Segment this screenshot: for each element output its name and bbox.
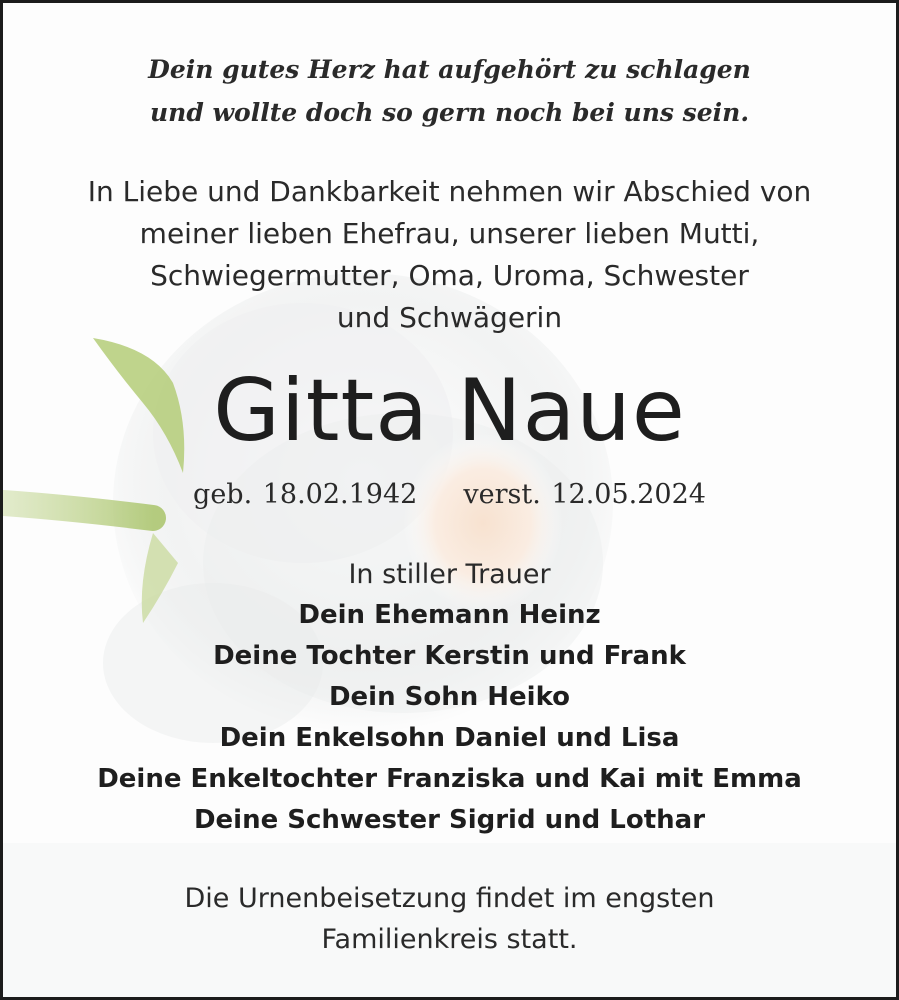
mourner-line: Dein Sohn Heiko — [328, 682, 571, 712]
mourner-line: Deine Schwester Sigrid und Lothar — [193, 805, 706, 835]
mourner-line: Deine Enkeltochter Franziska und Kai mit Emma — [97, 764, 802, 794]
birth-date: geb. 18.02.1942 — [193, 479, 418, 510]
mourner-line: Deine Tochter Kerstin und Frank — [213, 641, 686, 671]
closing-line-1: Die Urnenbeisetzung findet im engsten — [184, 883, 715, 914]
mourning-heading: In stiller Trauer — [348, 559, 551, 590]
notice-content — [3, 3, 896, 997]
intro-line-2: meiner lieben Ehefrau, unserer lieben Mutti, — [139, 217, 760, 250]
intro-line-4: und Schwägerin — [336, 301, 563, 334]
deceased-name: Gitta Naue — [213, 361, 686, 461]
motto-line-2: und wollte doch so gern noch bei uns sein. — [149, 98, 750, 127]
mourner-line: Dein Enkelsohn Daniel und Lisa — [219, 723, 680, 753]
motto-line-1: Dein gutes Herz hat aufgehört zu schlagen — [148, 55, 751, 84]
intro-line-3: Schwiegermutter, Oma, Uroma, Schwester — [150, 259, 749, 292]
intro-line-1: In Liebe und Dankbarkeit nehmen wir Abschied von — [87, 175, 812, 208]
death-date: verst. 12.05.2024 — [463, 479, 706, 510]
life-dates — [3, 479, 896, 510]
mourner-line: Dein Ehemann Heinz — [298, 600, 601, 630]
closing-line-2: Familienkreis statt. — [321, 924, 578, 955]
